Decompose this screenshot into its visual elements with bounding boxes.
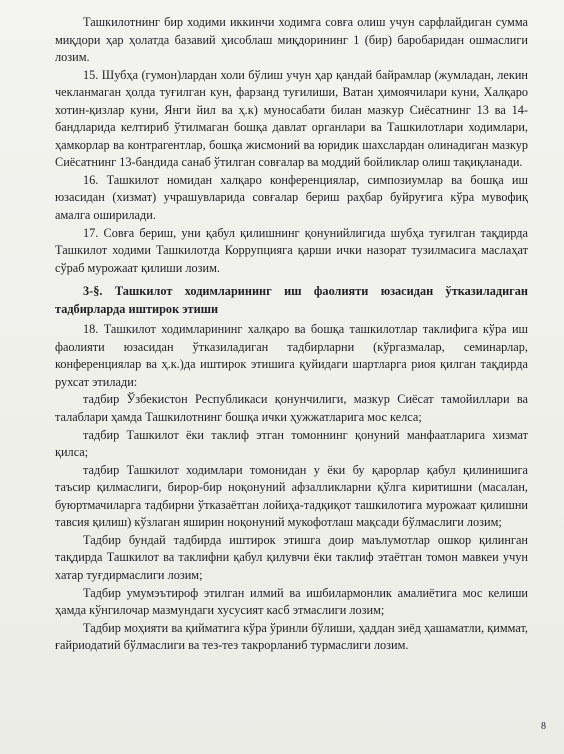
list-item: тадбир Ўзбекистон Республикаси қонунчилиги, мазкур Сиёсат тамойиллари ва талаблари ҳамда Ташкилотнинг бошқа ички ҳужжатларига мос келса; [55, 392, 528, 425]
paragraph-18: 18. Ташкилот ходимларининг халқаро ва бошқа ташкилотлар таклифига кўра иш фаолияти юзасидан ўтказиладиган тадбирларни (кўргазмалар, семинарлар, конференциялар ва ҳ.к.)да иштирок этишига қуйидаги шартларга риоя қилган тақдирда рухсат этилади: [55, 322, 528, 389]
page-number: 8 [541, 721, 546, 732]
section-heading: 3-§. Ташкилот ходимларининг иш фаолияти юзасидан ўтказиладиган тадбирларда иштирок этиши [55, 284, 528, 316]
document-body [55, 14, 528, 655]
list-item: тадбир Ташкилот ёки таклиф этган томоннинг қонуний манфаатларига хизмат қилса; [55, 427, 528, 460]
list-item: Тадбир бундай тадбирда иштирок этишга доир маълумотлар ошкор қилинган тақдирда Ташкилот ва таклифни қабул қилувчи ёки таклиф этаётган томон мавкеи учун хатар туғдирмаслиги лозим; [55, 532, 528, 582]
list-item: тадбир Ташкилот ходимлари томонидан у ёки бу қарорлар қабул қилинишига таъсир қилмаслиги, бирор-бир ноқонуний афзалликларни қўлга киритишни (масалан, буюртмачиларга тадбирни ўтказаётган лойиҳа-тадқиқот ташкилотига мурожаат қилишни тавсия қилиш) кўзлаган яширин ноқонуний мукофотлаш мақсади бўлмаслиги лозим; [55, 462, 528, 530]
paragraph-16: 16. Ташкилот номидан халқаро конференциялар, симпозиумлар ва бошқа иш юзасидан (хизмат) учрашувларида совғалар бериш раҳбар буйруғига кўра мувофиқ амалга оширилади. [55, 172, 528, 223]
paragraph-15: 15. Шубҳа (гумон)лардан холи бўлиш учун ҳар қандай байрамлар (жумладан, лекин чекланмаган ҳолда туғилган кун, фарзанд туғилиши, Ватан ҳимоячилари куни, Халқаро хотин-қизлар куни, Янги йил ва ҳ.к) муносабати билан мазкур Сиёсатнинг 13 ва 14-бандларида келтириб ўтилмаган бошқа давлат органлари ва Ташкилотлари ходимлари, ҳамкорлар ва контрагентлар, бошқа жисмоний ва юридик шахслардан олинадиган мазкур Сиёсатнинг 13-бандида санаб ўтилган совғалар ва моддий бойликлар олиш тақиқланади. [55, 67, 528, 170]
paragraph-17: 17. Совға бериш, уни қабул қилишнинг қонунийлигида шубҳа туғилган тақдирда Ташкилот ходими Ташкилотда Коррупцияга қарши ички назорат тузилмасига маслаҳат сўраб мурожаат қилиши лозим. [55, 225, 528, 275]
paragraph-14-continuation: Ташкилотнинг бир ходими иккинчи ходимга совға олиш учун сарфлайдиган сумма миқдори ҳар ҳолатда базавий ҳисоблаш миқдорининг 1 (бир) баробаридан ошмаслиги лозим. [55, 15, 528, 65]
list-item: Тадбир умумэътироф этилган илмий ва ишбилармонлик амалиётига мос келиши ҳамда кўнгилочар мазмундаги хусусият касб этмаслиги лозим; [55, 585, 528, 618]
list-item: Тадбир моҳияти ва қийматига кўра ўринли бўлиши, ҳаддан зиёд ҳашаматли, қиммат, ғайриодатий бўлмаслиги ва тез-тез такрорланиб турмаслиги лозим. [55, 620, 528, 653]
